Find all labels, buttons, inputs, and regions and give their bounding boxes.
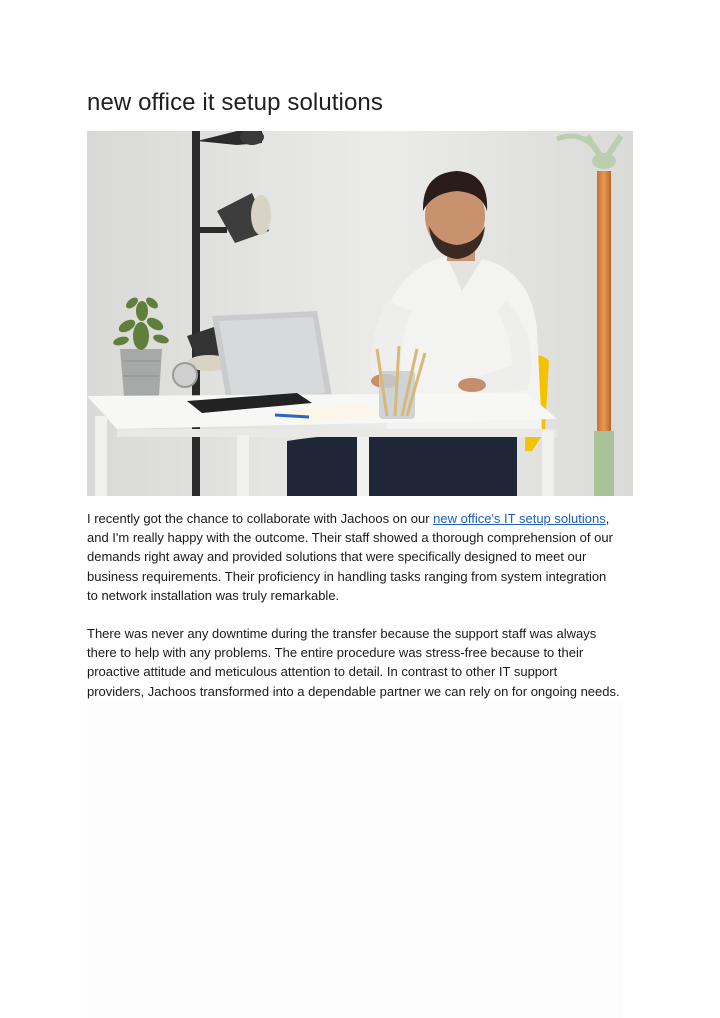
paragraph-intro-line-2: and I'm really happy with the outcome. Their staff showed a thorough comprehension of our bbox=[87, 530, 613, 546]
intro-text-start: I recently got the chance to collaborate with Jachoos on our bbox=[87, 511, 434, 526]
paragraph-intro bbox=[87, 509, 635, 605]
paragraph-intro-line-1 bbox=[87, 509, 635, 528]
intro-text-comma: , bbox=[605, 511, 610, 526]
paragraph-intro-line-5: to network installation was truly remarkable. bbox=[87, 587, 340, 603]
paragraph-support-line-1: There was never any downtime during the transfer because the support staff was always bbox=[87, 626, 597, 641]
blank-page-area bbox=[87, 700, 623, 1018]
page-title: new office it setup solutions bbox=[87, 89, 383, 116]
paragraph-intro-line-3: demands right away and provided solutions that were specifically designed to meet our bbox=[87, 549, 587, 565]
paragraph-intro-line-4: business requirements. Their proficiency in handling tasks ranging from system integration bbox=[87, 568, 607, 584]
it-setup-solutions-link[interactable]: new office's IT setup solutions bbox=[433, 511, 606, 526]
paragraph-support-line-3: proactive attitude and meticulous attention to detail. In contrast to other IT support bbox=[87, 664, 558, 680]
office-photo bbox=[87, 131, 633, 496]
paragraph-support bbox=[87, 624, 635, 701]
man-working-on-laptop-image bbox=[87, 131, 633, 496]
paragraph-support-line-4: providers, Jachoos transformed into a dependable partner we can rely on for ongoing needs. bbox=[87, 683, 620, 699]
paragraph-support-line-2: there to help with any problems. The entire procedure was stress-free because to their bbox=[87, 645, 584, 661]
